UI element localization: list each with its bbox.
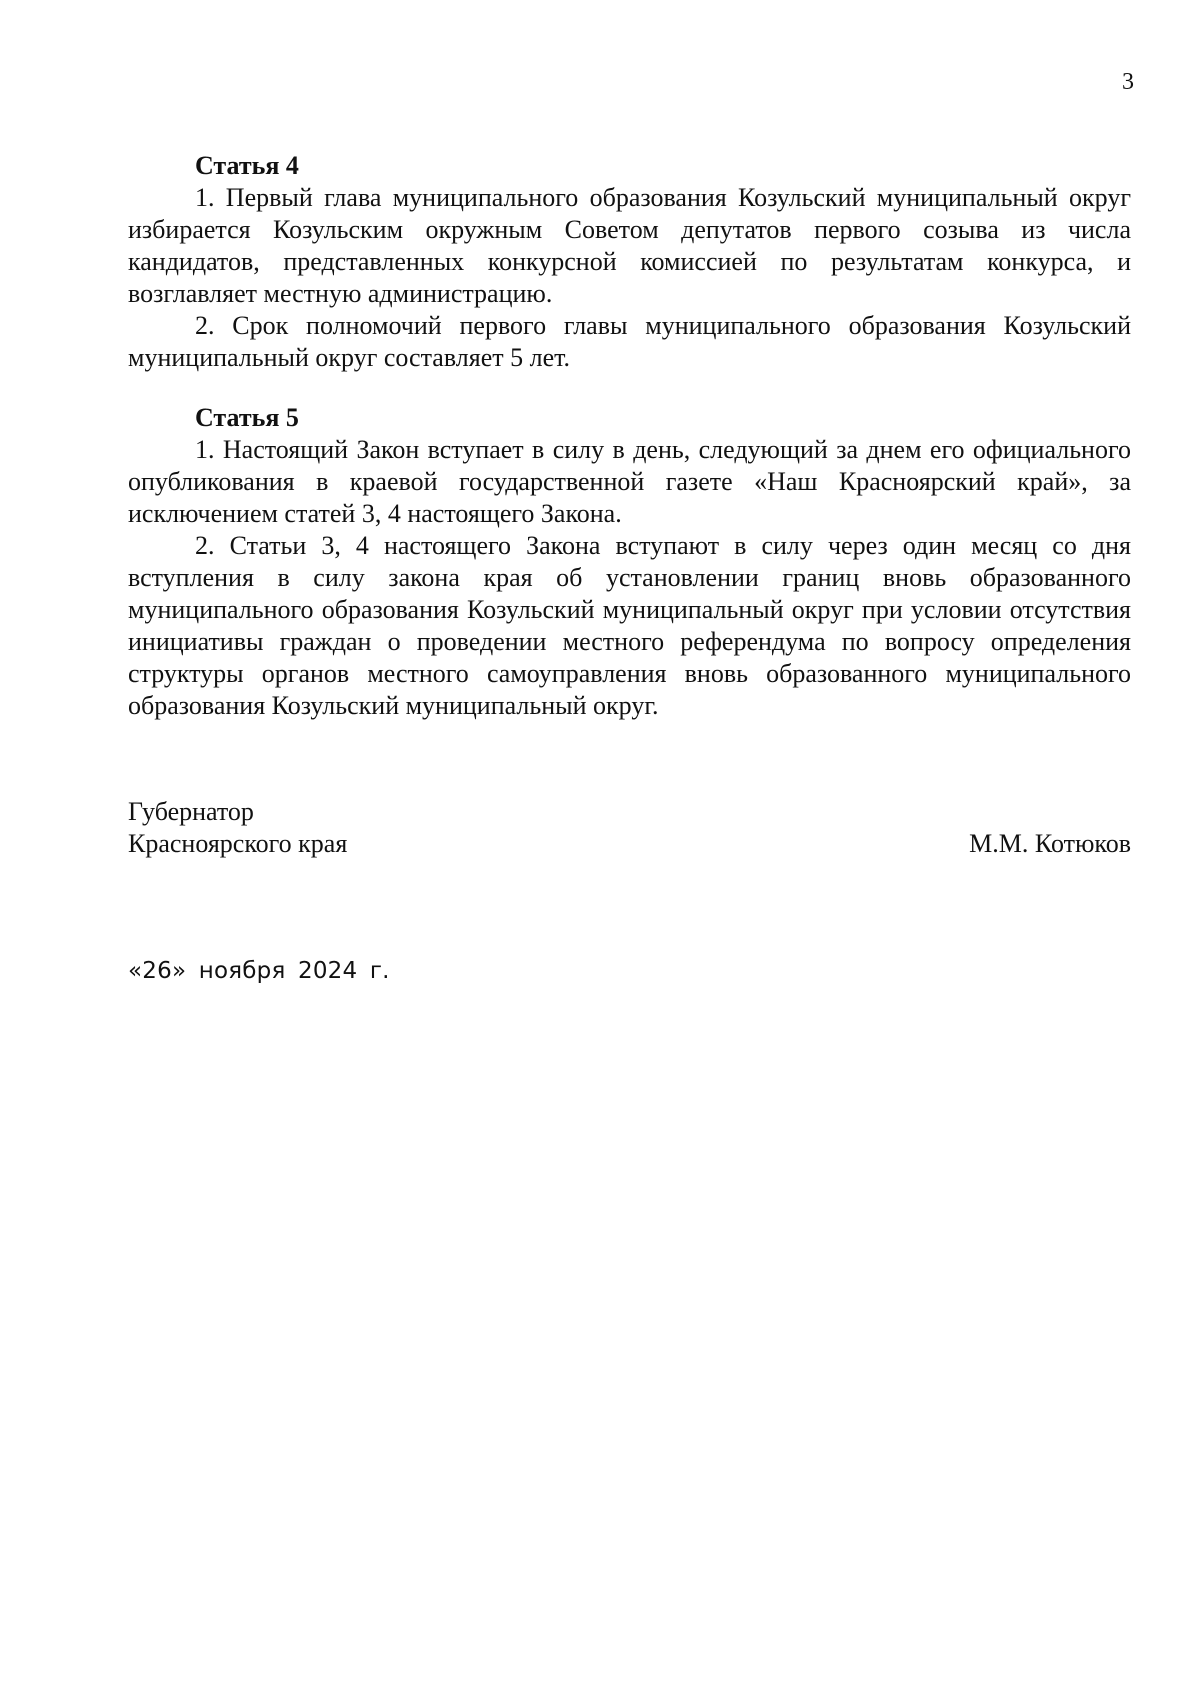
article-5	[128, 402, 1131, 722]
signatory-name: М.М. Котюков	[969, 829, 1131, 858]
document-body	[128, 150, 1131, 750]
page-number: 3	[1122, 69, 1134, 95]
signatory-position-line-2: Красноярского края	[128, 829, 348, 858]
article-5-paragraph-2: 2. Статьи 3, 4 настоящего Закона вступают в силу через один месяц со дня вступления в силу закона края об установлении границ вновь образованного муниципального образования Козульский муниципальный округ при условии отсутствия инициативы граждан о проведении местного референдума по вопросу определения структуры органов местного самоуправления вновь образованного муниципального образования Козульский муниципальный округ.	[128, 531, 1131, 720]
article-4-paragraph-1: 1. Первый глава муниципального образования Козульский муниципальный округ избирается Козульским окружным Советом депутатов первого созыва из числа кандидатов, представленных конкурсной комиссией по результатам конкурса, и возглавляет местную администрацию.	[128, 183, 1131, 308]
article-4-title: Статья 4	[195, 151, 299, 180]
article-5-paragraph-1: 1. Настоящий Закон вступает в силу в день, следующий за днем его официального опубликования в краевой государственной газете «Наш Красноярский край», за исключением статей 3, 4 настоящего Закона.	[128, 435, 1131, 528]
article-4-paragraph-2: 2. Срок полномочий первого главы муниципального образования Козульский муниципальный округ составляет 5 лет.	[128, 311, 1131, 372]
document-date: «26» ноября 2024 г.	[128, 958, 390, 984]
article-5-title: Статья 5	[195, 403, 299, 432]
article-4	[128, 150, 1131, 374]
signatory-position-line-1: Губернатор	[128, 797, 254, 826]
signatory-position	[128, 796, 347, 860]
